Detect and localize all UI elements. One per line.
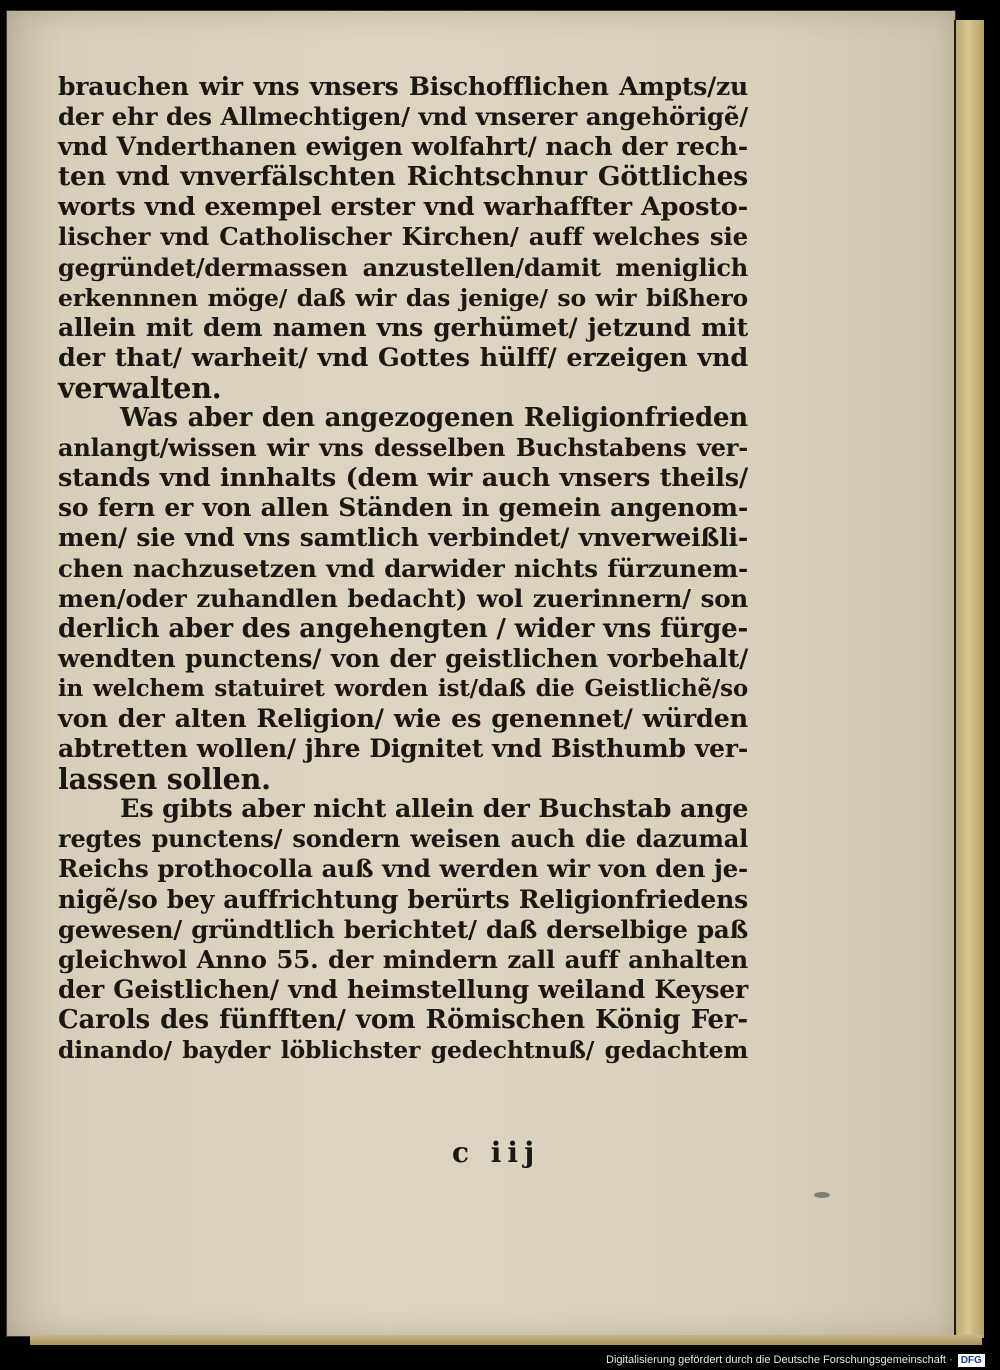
text-line: stands vnd innhalts (dem wir auch vnsers theils/ [58, 463, 748, 494]
text-line: dinando/ bayder löblichster gedechtnuß/ gedachtem [58, 1036, 748, 1064]
text-line: der Geistlichen/ vnd heimstellung weiland Keyser [58, 974, 748, 1004]
text-line: nigẽ/so bey auffrichtung berürts Religionfriedens [58, 884, 748, 914]
footer-credit [606, 1352, 987, 1368]
text-line: gleichwol Anno 55. der mindern zall auff anhalten [58, 944, 748, 974]
text-line: so fern er von allen Ständen in gemein angenom- [58, 493, 748, 523]
text-line: gegründet/dermassen anzustellen/damit meniglich [58, 252, 748, 282]
text-line: regtes punctens/ sondern weisen auch die dazumal [58, 824, 748, 854]
text-line: erkennnen möge/ daß wir das jenige/ so wir bißhero [58, 283, 748, 312]
page-edge-bottom [30, 1335, 982, 1345]
dfg-logo[interactable]: DFG [958, 1354, 985, 1367]
text-line: abtretten wollen/ jhre Dignitet vnd Bisthumb ver- [58, 734, 748, 764]
text-line: vnd Vnderthanen ewigen wolfahrt/ nach der rech- [58, 132, 748, 162]
text-line: gewesen/ gründtlich berichtet/ daß derselbige paß [58, 914, 748, 944]
text-line: verwalten. [58, 370, 222, 405]
text-line: von der alten Religion/ wie es genennet/ würden [58, 703, 748, 734]
text-line: men/ sie vnd vns samtlich verbindet/ vnverweißli- [58, 523, 748, 553]
text-line: chen nachzusetzen vnd darwider nichts fürzunem- [58, 553, 748, 583]
text-line: Es gibts aber nicht allein der Buchstab ange [120, 794, 749, 825]
text-line: der that/ warheit/ vnd Gottes hülff/ erzeigen vnd [58, 342, 748, 373]
ink-smudge [814, 1192, 830, 1198]
text-line: worts vnd exempel erster vnd warhaffter Aposto- [58, 192, 748, 223]
text-line: lassen sollen. [58, 762, 271, 797]
text-line: Reichs prothocolla auß vnd werden wir von den je- [58, 854, 748, 884]
text-line: derlich aber des angehengten / wider vns fürge- [58, 613, 749, 644]
text-line: brauchen wir vns vnsers Bischofflichen Ampts/zu [58, 72, 748, 101]
text-line: men/oder zuhandlen bedacht) wol zuerinnern/ son [58, 583, 748, 613]
signature-mark: c iij [452, 1136, 541, 1169]
text-line: ten vnd vnverfälschten Richtschnur Göttliches [58, 161, 748, 193]
text-line: Carols des fünfften/ vom Römischen König Fer- [58, 1004, 748, 1035]
footer-text: Digitalisierung gefördert durch die Deutsche Forschungsgemeinschaft · [606, 1354, 953, 1366]
text-line: lischer vnd Catholischer Kirchen/ auff welches sie [58, 222, 748, 252]
text-line: allein mit dem namen vns gerhümet/ jetzund mit [58, 312, 748, 342]
text-line: Was aber den angezogenen Religionfrieden [120, 403, 748, 434]
page-edge-right [954, 20, 984, 1338]
text-line: in welchem statuiret worden ist/daß die Geistlichẽ/so [58, 674, 748, 702]
text-line: der ehr des Allmechtigen/ vnd vnserer angehörigẽ/ [58, 102, 748, 132]
body-text [58, 72, 748, 1065]
text-line: wendten punctens/ von der geistlichen vorbehalt/ [58, 643, 748, 673]
text-line: anlangt/wissen wir vns desselben Buchstabens ver- [58, 433, 748, 463]
